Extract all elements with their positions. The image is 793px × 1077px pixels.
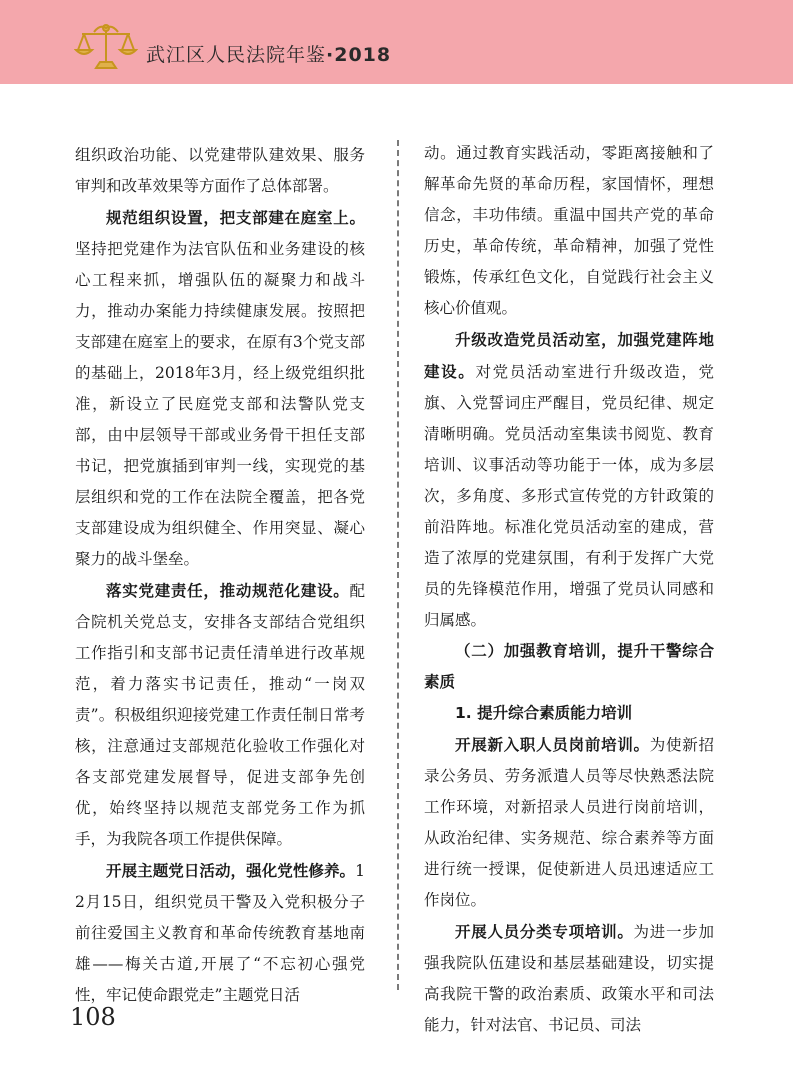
paragraph-text: 为使新招录公务员、劳务派遣人员等尽快熟悉法院工作环境，对新招录人员进行岗前培训，从政治纪律、实务规范、综合素养等方面进行统一授课，促使新进人员迅速适应工作岗位。 <box>424 736 714 909</box>
page-number: 108 <box>70 1003 116 1031</box>
paragraph-lead: 规范组织设置，把支部建在庭室上。 <box>106 208 365 227</box>
paragraph <box>424 729 714 916</box>
paragraph-text: 配合院机关党总支，安排各支部结合党组织工作指引和支部书记责任清单进行改革规范，着力落实书记责任，推动“一岗双责”。积极组织迎接党建工作责任制日常考核，注意通过支部规范化验收工作强化对各支部党建发展督导，促进支部争先创优，始终坚持以规范支部党务工作为抓手，为我院各项工作提供保障。 <box>75 582 365 848</box>
yearbook-title <box>146 40 391 67</box>
section-heading: （二）加强教育培训，提升干警综合素质 <box>424 642 714 691</box>
paragraph <box>424 324 714 636</box>
page-header <box>0 0 793 84</box>
paragraph: 组织政治功能、以党建带队建效果、服务审判和改革效果等方面作了总体部署。 <box>75 146 365 195</box>
yearbook-year: ·2018 <box>326 44 392 66</box>
paragraph-text: 为进一步加强我院队伍建设和基层基础建设，切实提高我院干警的政治素质、政策水平和司法能力，针对法官、书记员、司法 <box>424 923 714 1034</box>
yearbook-name: 武江区人民法院年鉴 <box>146 44 327 66</box>
paragraph <box>424 916 714 1041</box>
section-heading: 1. 提升综合素质能力培训 <box>455 704 633 722</box>
paragraph-lead: 升级改造党员活动室，加强党建阵地建设。 <box>424 330 714 381</box>
scales-of-justice-icon <box>74 22 138 74</box>
paragraph-lead: 开展主题党日活动，强化党性修养。 <box>106 861 356 880</box>
left-column <box>75 140 365 1011</box>
paragraph <box>75 202 365 575</box>
paragraph-lead: 开展新入职人员岗前培训。 <box>455 735 650 754</box>
paragraph <box>75 855 365 1011</box>
paragraph-lead: 开展人员分类专项培训。 <box>455 922 634 941</box>
paragraph <box>75 575 365 855</box>
paragraph-text: 坚持把党建作为法官队伍和业务建设的核心工程来抓，增强队伍的凝聚力和战斗力，推动办案能力持续健康发展。按照把支部建在庭室上的要求，在原有3个党支部的基础上，2018年3月，经上级党组织批准，新设立了民庭党支部和法警队党支部，由中层领导干部或业务骨干担任支部书记，把党旗插到审判一线，实现党的基层组织和党的工作在法院全覆盖，把各党支部建设成为组织健全、作用突显、凝心聚力的战斗堡垒。 <box>75 240 365 568</box>
paragraph-text: 12月15日，组织党员干警及入党积极分子前往爱国主义教育和革命传统教育基地南雄——梅关古道,开展了“不忘初心强党性，牢记使命跟党走”主题党日活 <box>75 862 365 1004</box>
column-divider <box>397 140 399 990</box>
paragraph-lead: 落实党建责任，推动规范化建设。 <box>106 581 350 600</box>
paragraph-text: 对党员活动室进行升级改造，党旗、入党誓词庄严醒目，党员纪律、规定清晰明确。党员活动室集读书阅览、教育培训、议事活动等功能于一体，成为多层次，多角度、多形式宣传党的方针政策的前沿阵地。标准化党员活动室的建成，营造了浓厚的党建氛围，有利于发挥广大党员的先锋模范作用，增强了党员认同感和归属感。 <box>424 363 714 629</box>
right-column <box>424 138 714 1041</box>
paragraph: 动。通过教育实践活动，零距离接触和了解革命先贤的革命历程，家国情怀，理想信念，丰功伟绩。重温中国共产党的革命历史，革命传统，革命精神，加强了党性锻炼，传承红色文化，自觉践行社会主义核心价值观。 <box>424 144 714 317</box>
